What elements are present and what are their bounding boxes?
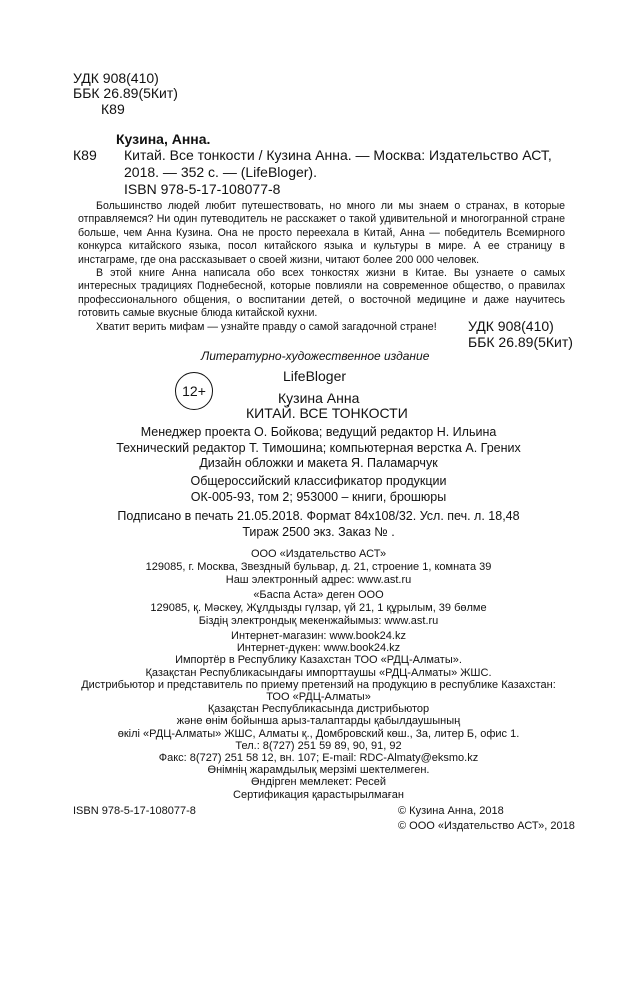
- record-author: Кузина, Анна.: [116, 131, 211, 147]
- distribution-line: Факс: 8(727) 251 58 12, вн. 107; E-mail: RDC-Almaty@eksmo.kz: [158, 752, 479, 765]
- record-description-line2: 2018. — 352 с. — (LifeBloger).: [124, 164, 317, 180]
- footer-isbn: ISBN 978-5-17-108077-8: [73, 805, 196, 817]
- publisher-line: 129085, қ. Мәскеу, Жұлдызды гүлзар, үй 21, 1 құрылым, 39 бөлме: [150, 602, 487, 614]
- copyright-publisher: © ООО «Издательство АСТ», 2018: [398, 820, 575, 832]
- publisher-line: 129085, г. Москва, Звездный бульвар, д. 21, строение 1, комната 39: [145, 561, 492, 573]
- distribution-line: Импортёр в Республику Казахстан ТОО «РДЦ-Алматы».: [175, 654, 462, 667]
- annotation-paragraph: Большинство людей любит путешествовать, но много ли мы знаем о странах, в которые отправляемся? Ни один путеводитель не расскажет о такой удивительной и многогранной стране больше, чем Анна Кузина. Она не просто переехала в Китай, Анна — победитель Всемирного конкурса китайского языка, посол китайского языка и культуры в мире. А ее страницу в инстаграме, где она рассказывает о своей жизни, читают более 200 000 человек.: [78, 200, 565, 266]
- record-mark: К89: [73, 147, 97, 163]
- print-info: [60, 509, 577, 540]
- bbk-bottom: ББК 26.89(5Кит): [468, 334, 573, 350]
- credit-line: Дизайн обложки и макета Я. Паламарчук: [199, 456, 438, 470]
- publisher-kz: [60, 589, 577, 628]
- distribution-line: Сертификация қарастырылмаған: [233, 788, 404, 801]
- credits: [60, 425, 577, 472]
- classifier-line: ОК-005-93, том 2; 953000 – книги, брошюры: [190, 489, 447, 504]
- author-name: Кузина Анна: [278, 390, 360, 406]
- distribution-line: ТОО «РДЦ-Алматы»: [266, 691, 371, 704]
- distribution-line: Тел.: 8(727) 251 59 89, 90, 91, 92: [235, 739, 402, 752]
- distribution-line: Дистрибьютор и представитель по приему претензий на продукцию в республике Казахстан:: [81, 678, 556, 691]
- copyright-author: © Кузина Анна, 2018: [398, 805, 504, 817]
- annotation: [78, 200, 565, 334]
- udk-top: УДК 908(410): [73, 70, 159, 86]
- annotation-paragraph: В этой книге Анна написала обо всех тонкостях жизни в Китае. Вы узнаете о самых интересных традициях Поднебесной, которые повлияли на современное общество, о правилах профессионального общения, о воспитании детей, о восточной медицине и даже научитесь готовить самые вкусные блюда китайской кухни.: [78, 267, 565, 320]
- distribution-line: Өндірген мемлекет: Ресей: [251, 776, 386, 789]
- publisher-line: ООО «Издательство АСТ»: [250, 548, 387, 560]
- age-rating: 12+: [182, 383, 206, 399]
- age-rating-badge: [175, 372, 213, 410]
- annotation-paragraph: Хватит верить мифам — узнайте правду о самой загадочной стране!: [96, 320, 437, 333]
- publisher-line: Біздің электрондық мекенжайымыз: www.ast.ru: [198, 615, 439, 627]
- classifier-line: Общероссийский классификатор продукции: [190, 474, 447, 488]
- udk-bottom: УДК 908(410): [468, 318, 554, 334]
- author-mark-top: К89: [101, 101, 125, 117]
- bbk-top: ББК 26.89(5Кит): [73, 85, 178, 101]
- distribution-line: және өнім бойынша арыз-талаптарды қабылдаушының: [176, 715, 461, 728]
- distribution-line: Интернет-магазин: www.book24.kz: [231, 630, 406, 642]
- record-isbn: ISBN 978-5-17-108077-8: [124, 181, 281, 197]
- print-info-line: Тираж 2500 экз. Заказ № .: [242, 524, 395, 539]
- print-info-line: Подписано в печать 21.05.2018. Формат 84х108/32. Усл. печ. л. 18,48: [117, 509, 520, 523]
- distribution-line: Интернет-дүкен: www.book24.kz: [236, 642, 401, 655]
- credit-line: Менеджер проекта О. Бойкова; ведущий редактор Н. Ильина: [140, 425, 497, 439]
- distribution: [50, 630, 587, 801]
- publisher-line: Наш электронный адрес: www.ast.ru: [225, 574, 412, 586]
- distribution-line: Өнімнің жарамдылық мерзімі шектелмеген.: [207, 764, 430, 777]
- classifier: [60, 474, 577, 505]
- distribution-line: Қазақстан Республикасындағы импорттаушы «РДЦ-Алматы» ЖШС.: [145, 666, 492, 679]
- publisher-ru: [60, 548, 577, 587]
- record-description-line1: Китай. Все тонкости / Кузина Анна. — Москва: Издательство АСТ,: [124, 147, 552, 163]
- book-title: КИТАЙ. ВСЕ ТОНКОСТИ: [246, 405, 408, 421]
- credit-line: Технический редактор Т. Тимошина; компьютерная верстка А. Грених: [116, 440, 521, 455]
- distribution-line: өкілі «РДЦ-Алматы» ЖШС, Алматы қ., Домбровский көш., 3а, литер Б, офис 1.: [117, 727, 520, 740]
- publisher-line: «Баспа Аста» деген ООО: [253, 589, 384, 601]
- series-name: LifeBloger: [283, 368, 347, 384]
- edition-type: Литературно-художественное издание: [201, 349, 430, 363]
- distribution-line: Қазақстан Республикасында дистрибьютор: [207, 703, 430, 716]
